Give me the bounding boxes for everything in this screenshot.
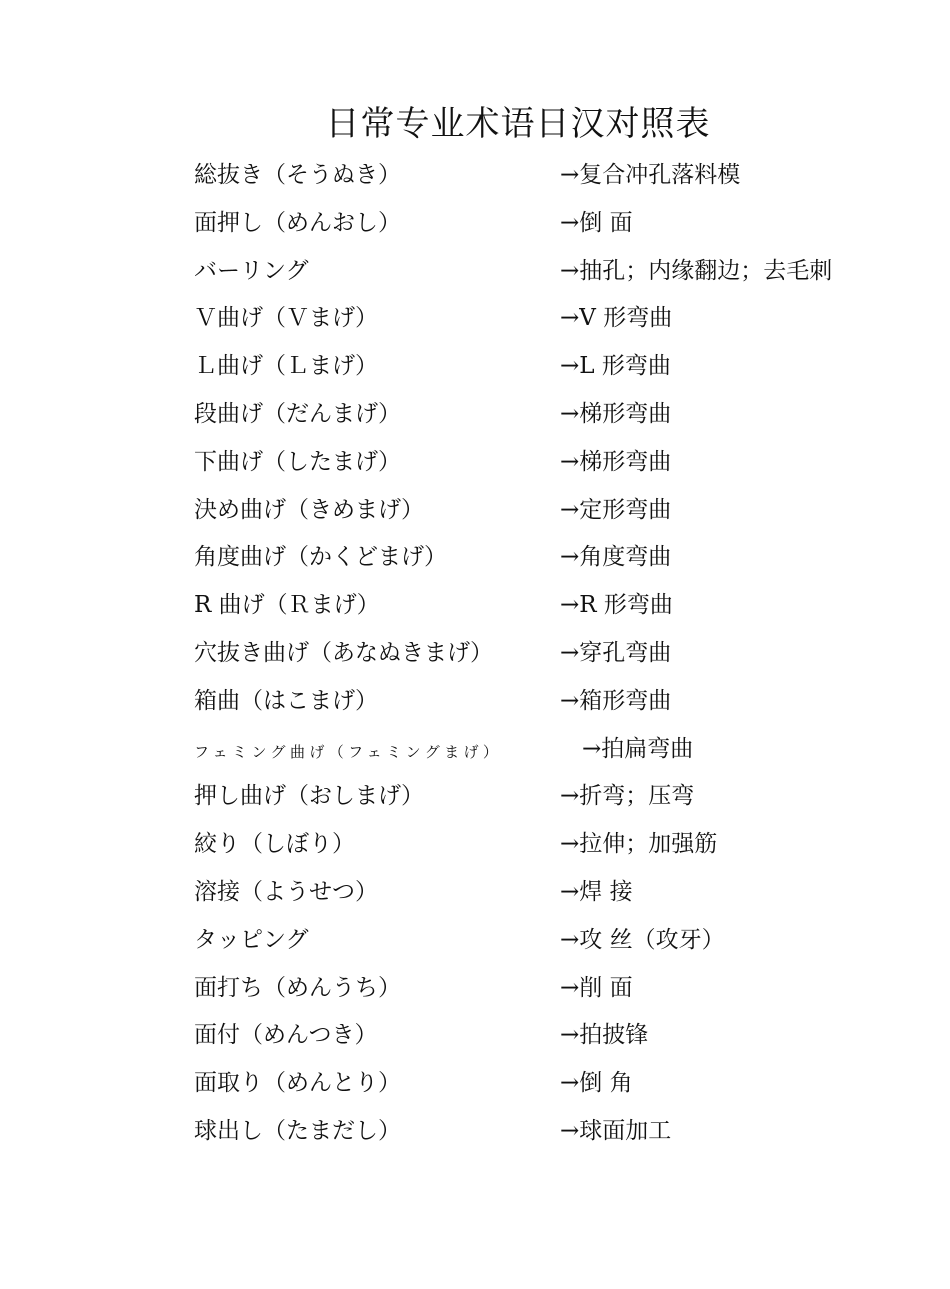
- page-title: 日常专业术语日汉对照表: [325, 104, 711, 144]
- term-row: [0, 349, 950, 397]
- japanese-term: 面取り（めんとり）: [194, 1070, 401, 1097]
- term-row: [0, 1066, 950, 1114]
- term-row: [0, 684, 950, 732]
- term-row: [0, 158, 950, 206]
- japanese-term: 溶接（ようせつ）: [194, 878, 378, 905]
- term-row: [0, 493, 950, 541]
- japanese-term: 総抜き（そうぬき）: [194, 162, 401, 188]
- japanese-term: バーリング: [194, 257, 309, 284]
- term-row: [0, 779, 950, 827]
- japanese-term: Ｌ曲げ（Ｌまげ）: [194, 353, 378, 380]
- chinese-term: →倒 角: [560, 1070, 633, 1097]
- japanese-term: 箱曲（はこまげ）: [194, 687, 378, 714]
- term-row: [0, 445, 950, 493]
- japanese-term: 段曲げ（だんまげ）: [194, 400, 401, 427]
- chinese-term: →L 形弯曲: [560, 353, 671, 380]
- japanese-term: 下曲げ（したまげ）: [194, 448, 401, 475]
- term-row: [0, 875, 950, 923]
- japanese-term: タッピング: [194, 926, 309, 953]
- term-row: [0, 971, 950, 1019]
- chinese-term: →拉伸；加强筋: [560, 831, 718, 858]
- term-row: [0, 636, 950, 684]
- chinese-term: →复合冲孔落料模: [560, 162, 741, 188]
- term-list: [0, 158, 950, 1162]
- term-row: [0, 1114, 950, 1162]
- japanese-term: 面打ち（めんうち）: [194, 974, 401, 1001]
- chinese-term: →抽孔；内缘翻边；去毛刺: [560, 257, 833, 284]
- chinese-term: →削 面: [560, 974, 633, 1001]
- chinese-term: →焊 接: [560, 878, 633, 905]
- chinese-term: →倒 面: [560, 209, 633, 236]
- japanese-term: 角度曲げ（かくどまげ）: [194, 544, 447, 571]
- term-row: [0, 206, 950, 254]
- japanese-term: 決め曲げ（きめまげ）: [194, 496, 424, 523]
- chinese-term: →攻 丝（攻牙）: [560, 926, 725, 953]
- japanese-term: Ｖ曲げ（Ｖまげ）: [194, 305, 378, 332]
- japanese-term: フェミング曲げ（フェミングまげ）: [194, 742, 503, 761]
- japanese-term: 押し曲げ（おしまげ）: [194, 783, 424, 810]
- chinese-term: →梯形弯曲: [560, 400, 672, 427]
- chinese-term: →箱形弯曲: [560, 687, 672, 714]
- term-row: [0, 301, 950, 349]
- japanese-term: 絞り（しぼり）: [194, 831, 355, 858]
- chinese-term: →球面加工: [560, 1117, 672, 1144]
- chinese-term: →角度弯曲: [560, 544, 672, 571]
- term-row: [0, 923, 950, 971]
- chinese-term: →拍扁弯曲: [582, 735, 694, 762]
- chinese-term: →梯形弯曲: [560, 448, 672, 475]
- chinese-term: →定形弯曲: [560, 496, 672, 523]
- term-row: [0, 588, 950, 636]
- japanese-term: R 曲げ（Ｒまげ）: [194, 592, 380, 619]
- japanese-term: 面押し（めんおし）: [194, 209, 401, 236]
- chinese-term: →穿孔弯曲: [560, 639, 672, 666]
- japanese-term: 面付（めんつき）: [194, 1022, 378, 1049]
- japanese-term: 球出し（たまだし）: [194, 1117, 401, 1144]
- term-row: [0, 540, 950, 588]
- term-row: [0, 827, 950, 875]
- term-row: [0, 254, 950, 302]
- term-row: [0, 732, 950, 780]
- japanese-term: 穴抜き曲げ（あなぬきまげ）: [194, 639, 493, 666]
- chinese-term: →V 形弯曲: [560, 305, 673, 332]
- term-row: [0, 1018, 950, 1066]
- chinese-term: →折弯；压弯: [560, 783, 695, 810]
- term-row: [0, 397, 950, 445]
- chinese-term: →R 形弯曲: [560, 592, 673, 619]
- chinese-term: →拍披锋: [560, 1022, 649, 1049]
